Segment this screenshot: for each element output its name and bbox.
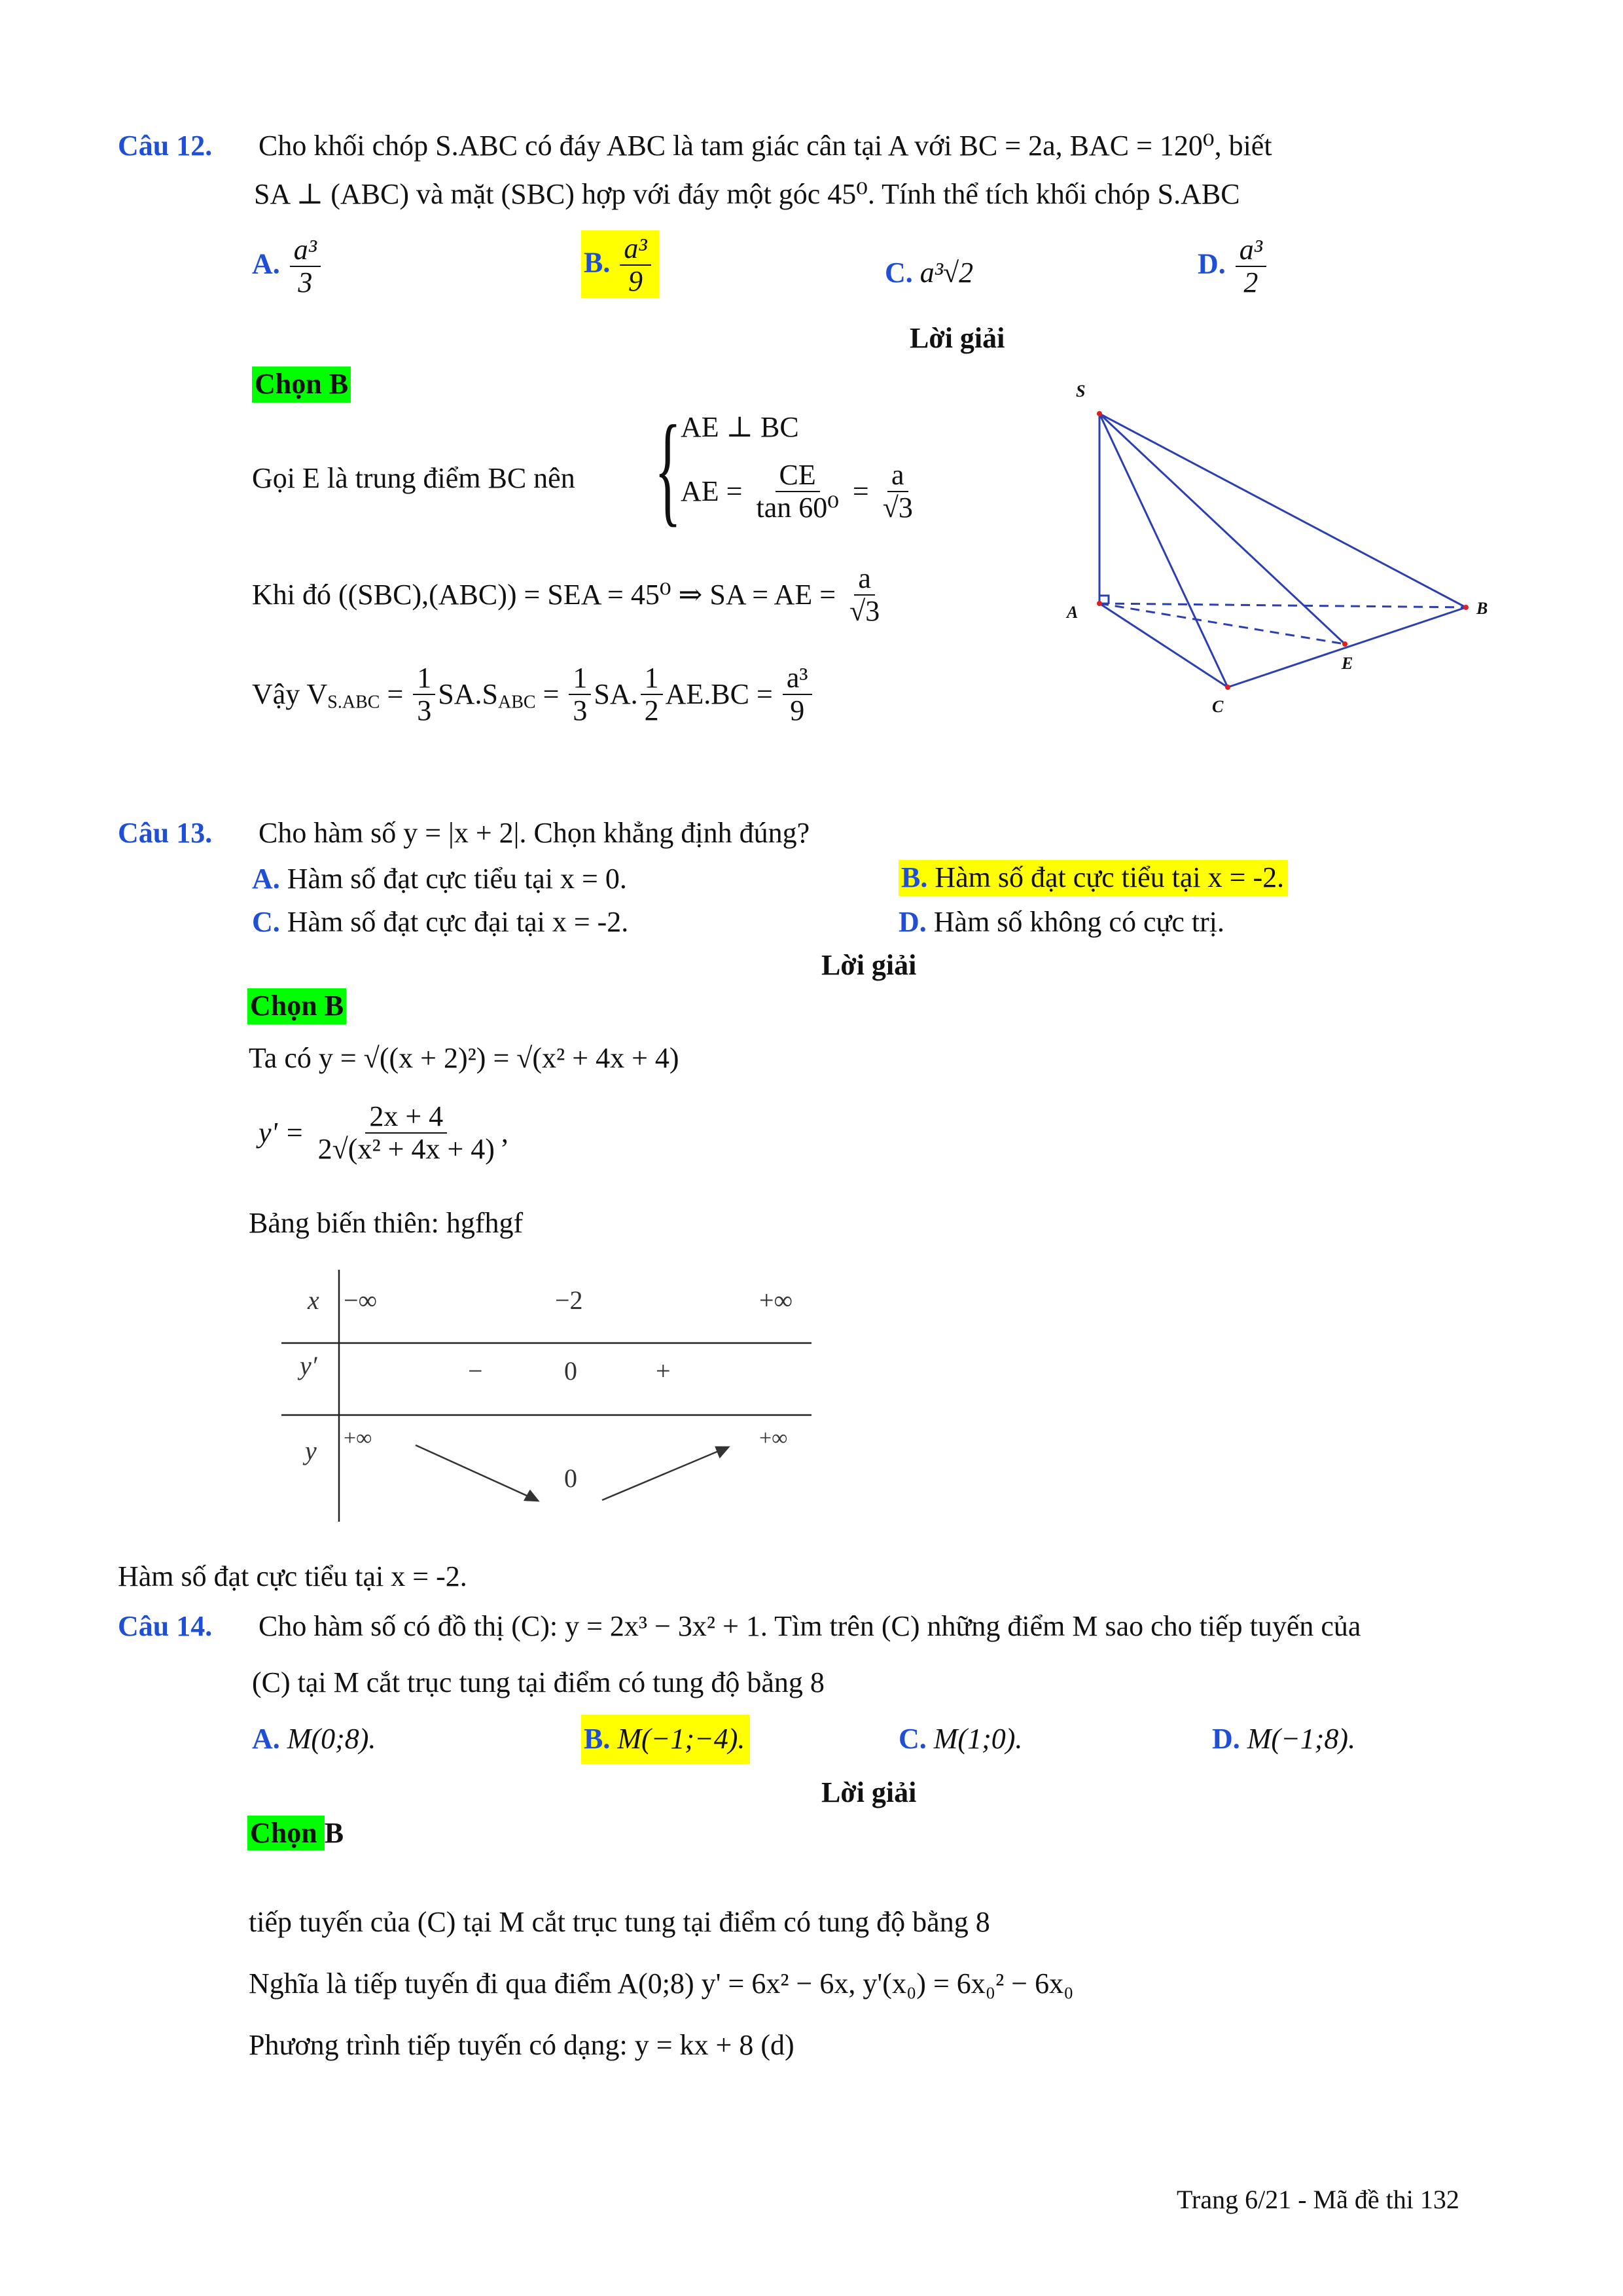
label-c: C <box>1212 697 1224 716</box>
sol3-sa: SA.S <box>438 678 498 711</box>
table-head-y: y <box>305 1436 317 1465</box>
point-a <box>1097 601 1102 606</box>
option-letter: A. <box>252 1723 280 1755</box>
arrow-head-down <box>525 1491 538 1501</box>
y-val-2: 0 <box>564 1463 577 1493</box>
q13-line1: Cho hàm số y = |x + 2|. Chọn khẳng định đúng? <box>259 817 810 849</box>
numerator: a³ <box>290 234 321 267</box>
q13-sol-line3: Bảng biến thiên: hgfhgf <box>249 1207 524 1239</box>
chon-letter: B <box>324 1817 344 1849</box>
arrow-head-up <box>716 1447 728 1457</box>
q13-label: Câu 13. <box>118 817 213 849</box>
x-val-2: −2 <box>555 1285 583 1315</box>
chon-label: Chọn <box>247 1816 325 1850</box>
q12-line1: Cho khối chóp S.ABC có đáy ABC là tam giác cân tại A với BC = 2a, BAC = 120⁰, biết <box>259 130 1272 162</box>
option-text: Hàm số đạt cực đại tại x = -2. <box>287 906 629 938</box>
table-head-x: x <box>308 1285 319 1315</box>
option-letter: B. <box>901 861 928 893</box>
option-letter: C. <box>899 1723 927 1755</box>
arrow-increasing <box>602 1448 726 1500</box>
q12-option-a <box>252 234 323 299</box>
denominator: tan 60⁰ <box>756 492 839 524</box>
denominator: √3 <box>882 492 913 524</box>
point-s <box>1097 411 1102 416</box>
q13-sol-line2 <box>259 1101 508 1166</box>
fraction <box>290 234 321 299</box>
option-text: M(0;8). <box>287 1723 376 1755</box>
label-b: B <box>1476 599 1488 618</box>
sol3-eq2: = <box>543 678 560 711</box>
numerator: 2x + 4 <box>365 1101 447 1134</box>
derivative-lhs: y' = <box>259 1117 304 1149</box>
denominator: 9 <box>790 694 805 727</box>
option-letter: A. <box>252 863 280 895</box>
fraction <box>879 459 917 524</box>
sol3-v: Vậy V <box>252 678 328 711</box>
q14-sol-line1: tiếp tuyến của (C) tại M cắt trục tung tại điểm có tung độ bằng 8 <box>249 1906 990 1938</box>
option-text: M(−1;−4). <box>617 1723 745 1755</box>
numerator: a <box>887 459 908 492</box>
q12-sys-line1: AE ⊥ BC <box>681 411 799 443</box>
option-text: M(1;0). <box>933 1723 1023 1755</box>
fraction <box>752 459 842 524</box>
q14-sol-line3: Phương trình tiếp tuyến có dạng: y = kx + 8 (d) <box>249 2029 794 2061</box>
q12-sol-line3 <box>252 662 815 727</box>
option-letter: D. <box>1212 1723 1240 1755</box>
option-letter: D. <box>899 906 927 938</box>
numerator: a³ <box>783 662 812 695</box>
q14-line1: Cho hàm số có đồ thị (C): y = 2x³ − 3x² + 1. Tìm trên (C) những điểm M sao cho tiếp tuyến của <box>259 1610 1361 1642</box>
option-letter: B. <box>584 1723 611 1755</box>
denominator: 3 <box>573 694 588 727</box>
numerator: a³ <box>620 233 651 266</box>
q14-line2: (C) tại M cắt trục tung tại điểm có tung độ bằng 8 <box>252 1666 825 1698</box>
q14-label: Câu 14. <box>118 1610 213 1642</box>
fraction <box>314 1101 499 1166</box>
variation-table <box>281 1270 818 1532</box>
y-val-3: +∞ <box>759 1426 788 1450</box>
numerator: a³ <box>1236 234 1266 267</box>
option-text: Hàm số không có cực trị. <box>933 906 1224 938</box>
y-val-1: +∞ <box>344 1426 372 1450</box>
q14-option-b <box>581 1715 750 1764</box>
sys-eq: = <box>852 475 869 508</box>
denominator: 2 <box>1243 266 1258 299</box>
q14-sol-line2: Nghĩa là tiếp tuyến đi qua điểm A(0;8) y' = 6x² − 6x, y'(x₀) = 6x₀² − 6x₀ <box>249 1967 1074 2000</box>
q12-brace: { <box>654 401 682 538</box>
q13-option-d <box>899 906 1224 939</box>
denominator: 3 <box>417 694 432 727</box>
q12-sol-line1: Gọi E là trung điểm BC nên <box>252 462 575 494</box>
x-val-3: +∞ <box>759 1285 793 1315</box>
q12-label: Câu 12. <box>118 130 213 162</box>
numerator: 1 <box>413 662 435 695</box>
yprime-val-2: 0 <box>564 1356 577 1386</box>
denominator: √3 <box>849 595 880 628</box>
q13-conclusion: Hàm số đạt cực tiểu tại x = -2. <box>118 1560 467 1592</box>
sol3-eq: = <box>387 678 404 711</box>
q13-loi-giai: Lời giải <box>821 949 917 981</box>
yprime-val-3: + <box>656 1356 671 1386</box>
q12-sys-line2 <box>681 459 919 524</box>
derivative-tail: , <box>501 1117 508 1149</box>
denominator: 3 <box>298 266 313 299</box>
numerator: a <box>854 563 875 596</box>
option-text: Hàm số đạt cực tiểu tại x = 0. <box>287 863 627 895</box>
q13-option-c <box>252 906 628 939</box>
point-c <box>1225 685 1230 690</box>
fraction <box>641 662 663 727</box>
yprime-val-1: − <box>468 1356 483 1386</box>
denominator: 9 <box>628 265 643 298</box>
table-head-yprime: y′ <box>300 1351 317 1380</box>
numerator: 1 <box>569 662 591 695</box>
denominator: 2 <box>644 694 659 727</box>
sol3-sa2: SA. <box>594 678 638 711</box>
option-text: M(−1;8). <box>1247 1723 1356 1755</box>
numerator: 1 <box>641 662 663 695</box>
x-val-1: −∞ <box>344 1285 378 1315</box>
fraction <box>620 233 651 298</box>
point-e <box>1342 641 1347 647</box>
sol3-sub2: ABC <box>498 692 536 713</box>
q13-sol-line1: Ta có y = √((x + 2)²) = √(x² + 4x + 4) <box>249 1042 679 1074</box>
fraction <box>1236 234 1266 299</box>
point-b <box>1463 605 1469 610</box>
q12-sol-line2 <box>252 563 886 628</box>
sys-lhs: AE = <box>681 475 743 508</box>
q14-option-a <box>252 1723 376 1756</box>
option-letter: C. <box>885 257 913 289</box>
option-letter: A. <box>252 247 280 280</box>
option-letter: D. <box>1198 247 1226 280</box>
numerator: CE <box>776 459 820 492</box>
edge-ab <box>1099 603 1466 607</box>
fraction <box>783 662 812 727</box>
q12-line2: SA ⊥ (ABC) và mặt (SBC) hợp với đáy một góc 45⁰. Tính thể tích khối chóp S.ABC <box>254 178 1240 210</box>
edge-cb <box>1228 607 1466 687</box>
page-footer: Trang 6/21 - Mã đề thi 132 <box>1177 2185 1459 2214</box>
fraction <box>413 662 435 727</box>
q13-option-b <box>899 860 1288 896</box>
arrow-decreasing <box>416 1445 537 1500</box>
q12-chon: Chọn B <box>252 367 351 403</box>
q13-chon: Chọn B <box>247 988 346 1024</box>
q12-option-d <box>1198 234 1269 299</box>
q14-option-d <box>1212 1723 1355 1756</box>
q12-option-c <box>885 257 973 290</box>
pyramid-figure <box>1047 373 1505 726</box>
edge-sb <box>1099 414 1466 607</box>
option-value: a³√2 <box>919 257 974 289</box>
fraction <box>569 662 591 727</box>
fraction <box>846 563 883 628</box>
denominator: 2√(x² + 4x + 4) <box>317 1133 495 1166</box>
q14-loi-giai: Lời giải <box>821 1776 917 1808</box>
option-letter: B. <box>584 246 611 279</box>
q12-option-b <box>581 230 659 298</box>
option-letter: C. <box>252 906 280 938</box>
label-s: S <box>1076 382 1086 401</box>
q14-chon <box>247 1817 344 1850</box>
q12-loi-giai: Lời giải <box>910 322 1005 354</box>
label-e: E <box>1342 654 1353 673</box>
option-text: Hàm số đạt cực tiểu tại x = -2. <box>935 861 1285 893</box>
sol2-text: Khi đó ((SBC),(ABC)) = SEA = 45⁰ ⇒ SA = AE = <box>252 579 836 611</box>
sol3-sub: S.ABC <box>327 692 380 713</box>
sol3-ae: AE.BC = <box>665 678 773 711</box>
q13-option-a <box>252 863 627 896</box>
label-a: A <box>1067 603 1079 622</box>
q14-option-c <box>899 1723 1022 1756</box>
